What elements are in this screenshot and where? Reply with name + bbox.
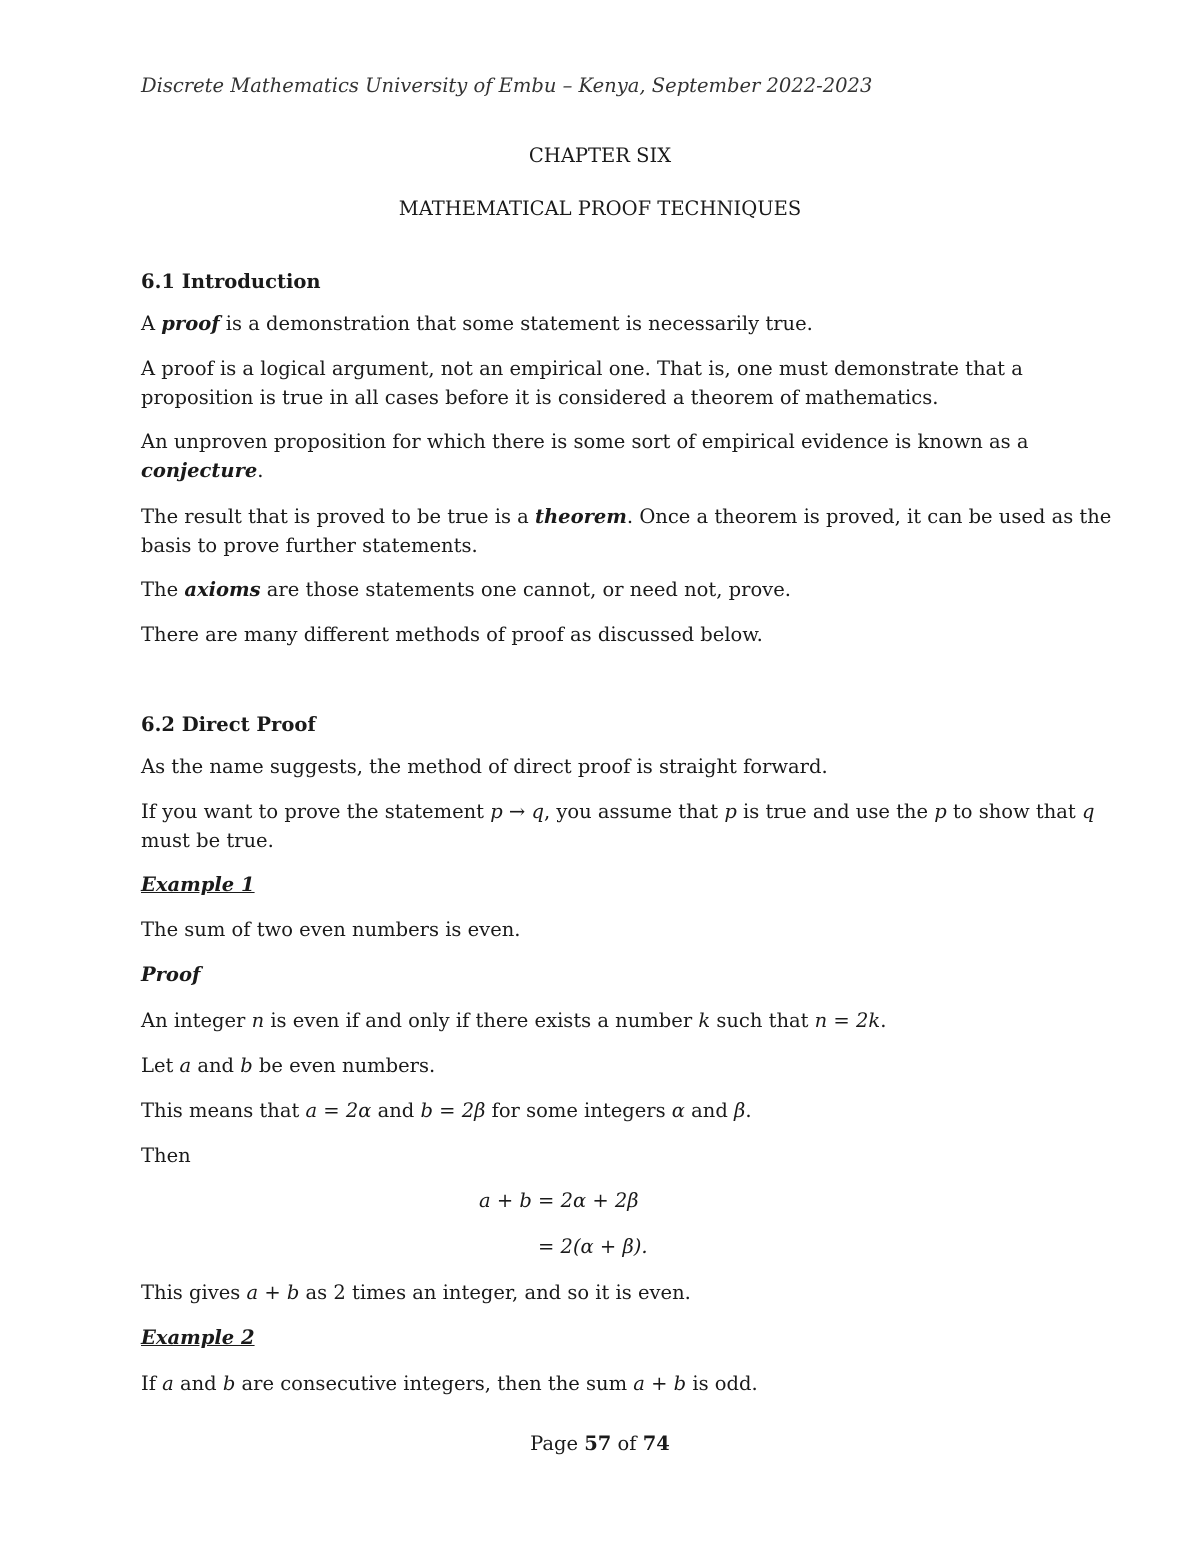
paragraph-proof-definition: A proof is a demonstration that some statement is necessarily true. [141,312,813,335]
example-1-label: Example 1 [141,873,255,896]
paragraph-conjecture-line2: conjecture. [141,459,264,482]
term-axioms: axioms [184,578,261,601]
paragraph-methods: There are many different methods of proof as discussed below. [141,623,763,646]
term-conjecture: conjecture [141,459,258,482]
paragraph-theorem-line1: The result that is proved to be true is a theorem. Once a theorem is proved, it can be used as the [141,505,1112,528]
chapter-title: MATHEMATICAL PROOF TECHNIQUES [398,197,802,220]
proof-then: Then [141,1144,191,1167]
proof-even-definition: An integer n is even if and only if there exists a number k such that n = 2k. [141,1009,887,1032]
example-1-statement: The sum of two even numbers is even. [141,918,521,941]
proof-this-means: This means that a = 2α and b = 2β for some integers α and β. [141,1099,752,1122]
term-theorem: theorem [535,505,627,528]
example-2-label: Example 2 [141,1326,255,1349]
paragraph-direct-method-line1: If you want to prove the statement p → q, you assume that p is true and use the p to show that q [141,800,1095,823]
paragraph-logical-argument-line2: proposition is true in all cases before it is considered a theorem of mathematics. [141,386,939,409]
equation-line-1: a + b = 2α + 2β [479,1189,639,1212]
term-proof: proof [161,312,220,335]
current-page-number: 57 [584,1432,612,1455]
section-heading-6-2: 6.2 Direct Proof [141,713,316,736]
chapter-number: CHAPTER SIX [528,144,672,167]
running-header: Discrete Mathematics University of Embu – Kenya, September 2022-2023 [141,74,873,97]
paragraph-conjecture-line1: An unproven proposition for which there is some sort of empirical evidence is known as a [141,430,1029,453]
paragraph-theorem-line2: basis to prove further statements. [141,534,478,557]
proof-conclusion: This gives a + b as 2 times an integer, and so it is even. [141,1281,691,1304]
total-page-count: 74 [642,1432,670,1455]
example-2-statement: If a and b are consecutive integers, then the sum a + b is odd. [141,1372,758,1395]
paragraph-axioms: The axioms are those statements one cannot, or need not, prove. [141,578,791,601]
page-footer: Page 57 of 74 [530,1432,670,1455]
section-heading-6-1: 6.1 Introduction [141,270,321,293]
paragraph-direct-method-line2: must be true. [141,829,274,852]
paragraph-direct-intro: As the name suggests, the method of direct proof is straight forward. [141,755,828,778]
proof-let-statement: Let a and b be even numbers. [141,1054,436,1077]
paragraph-logical-argument-line1: A proof is a logical argument, not an empirical one. That is, one must demonstrate that a [141,357,1023,380]
equation-line-2: = 2(α + β). [538,1235,648,1258]
proof-label: Proof [141,963,201,986]
math-p-implies-q: p → q [490,800,544,823]
